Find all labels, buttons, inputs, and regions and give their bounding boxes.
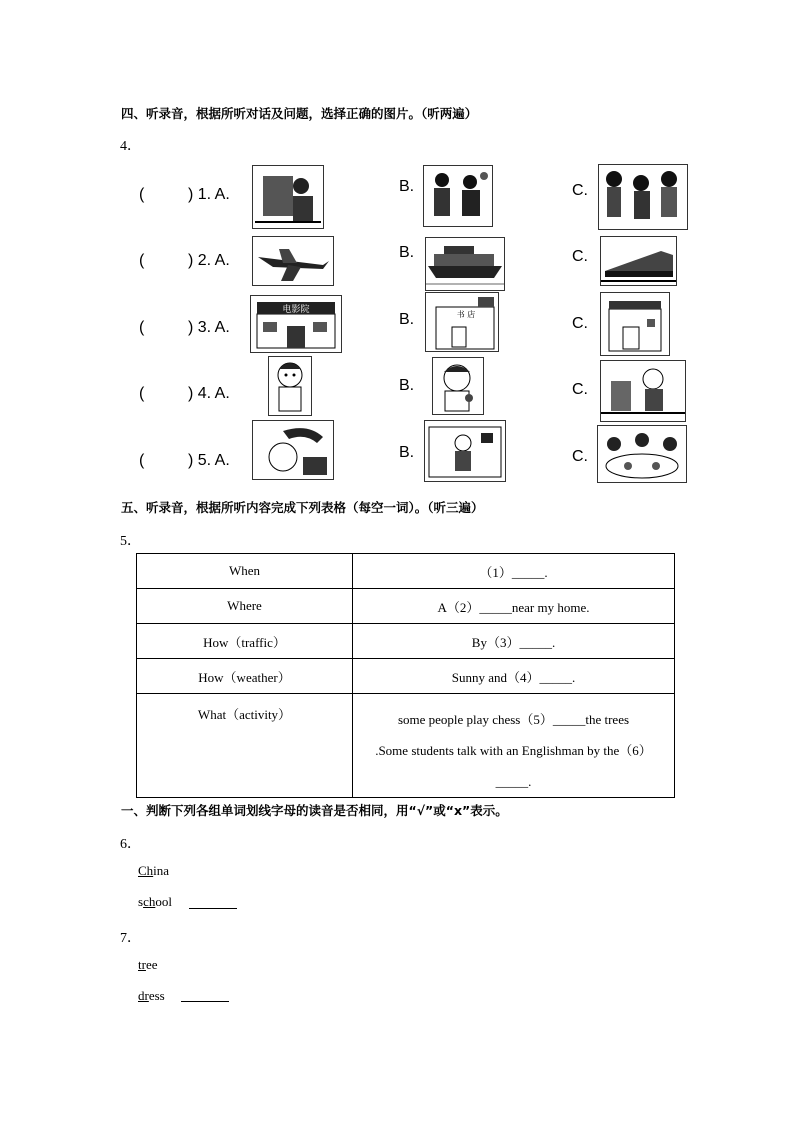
answer-line-1: some people play chess（5）_____the trees [397,712,630,727]
table-cell-question: When [137,554,353,589]
option-b-label: B. [399,377,415,394]
word-rest: ina [153,863,170,878]
bookstore-icon[interactable] [425,292,499,352]
boy-sick-icon[interactable] [268,356,312,416]
answer-blank[interactable] [189,908,237,909]
cinema-icon[interactable] [250,295,342,353]
section4-heading: 四、听录音，根据所听对话及问题，选择正确的图片。（听两遍） [121,106,478,121]
word-prefix: s [138,894,144,909]
question-number-4: 4． [120,139,141,154]
table-cell-answer: By（3）_____. [353,624,675,659]
answer-bracket-open: ( [139,186,145,203]
option-b-label: B. [399,178,415,195]
listening-table [136,553,675,798]
word-rest: ee [145,957,158,972]
table-cell-question: How（traffic） [137,624,353,659]
music-band-icon[interactable] [598,164,688,230]
answer-bracket-open: ( [139,252,145,269]
answer-bracket-open: ( [139,319,145,336]
phone-call-icon[interactable] [252,420,334,480]
option-b-label: B. [399,311,415,328]
word-school [138,894,172,910]
word-china [138,863,169,879]
ship-icon[interactable] [425,237,505,291]
option-a-label: ) 3. A. [188,319,230,336]
family-dinner-icon[interactable] [597,425,687,483]
underlined-letters: dr [138,988,149,1003]
table-cell-answer [353,694,675,798]
answer-blank[interactable] [181,1001,229,1002]
option-a-label: ) 5. A. [188,452,230,469]
option-c-label: C. [572,182,588,199]
option-c-label: C. [572,248,588,265]
kitchen-icon[interactable] [424,420,506,482]
table-cell-answer: Sunny and（4）_____. [353,659,675,694]
underlined-letters: tr [138,957,146,972]
table-row [137,624,675,659]
option-c-label: C. [572,315,588,332]
option-a-label: ) 1. A. [188,186,230,203]
party-icon[interactable] [423,165,493,227]
answer-line-2: .Some students talk with an Englishman by the（6） [375,743,652,758]
underlined-letters: Ch [138,863,154,878]
table-cell-question: What（activity） [137,694,353,798]
answer-bracket-open: ( [139,452,145,469]
svg-text:电影院: 电影院 [282,305,310,315]
table-row [137,694,675,798]
option-a-label: ) 4. A. [188,385,230,402]
option-b-label: B. [399,244,415,261]
table-cell-answer: A（2）_____near my home. [353,589,675,624]
airplane-icon[interactable] [252,236,334,286]
underlined-letters: ch [143,894,156,909]
option-c-label: C. [572,448,588,465]
section1-heading: 一、判断下列各组单词划线字母的读音是否相同，用“√”或“x”表示。 [121,803,508,818]
table-cell-answer: （1）_____. [353,554,675,589]
word-rest: ool [155,894,172,909]
table-cell-question: How（weather） [137,659,353,694]
word-tree [138,957,158,973]
word-rest: ess [148,988,165,1003]
svg-text:书 店: 书 店 [456,310,476,319]
question-number-6: 6． [120,837,141,852]
train-icon[interactable] [600,236,677,286]
option-c-label: C. [572,381,588,398]
answer-line-3: _____. [495,774,532,789]
scene-icon[interactable] [252,165,324,229]
table-cell-question: Where [137,589,353,624]
option-a-label: ) 2. A. [188,252,230,269]
table-row [137,659,675,694]
option-b-label: B. [399,444,415,461]
table-row [137,589,675,624]
table-row [137,554,675,589]
boy-eating-icon[interactable] [432,357,484,415]
boy-outdoor-icon[interactable] [600,360,686,422]
word-dress [138,988,165,1004]
building-icon[interactable] [600,292,670,356]
question-number-7: 7． [120,931,141,946]
question-number-5: 5． [120,534,141,549]
answer-bracket-open: ( [139,385,145,402]
section5-heading: 五、听录音，根据所听内容完成下列表格（每空一词）。（听三遍） [121,500,484,515]
